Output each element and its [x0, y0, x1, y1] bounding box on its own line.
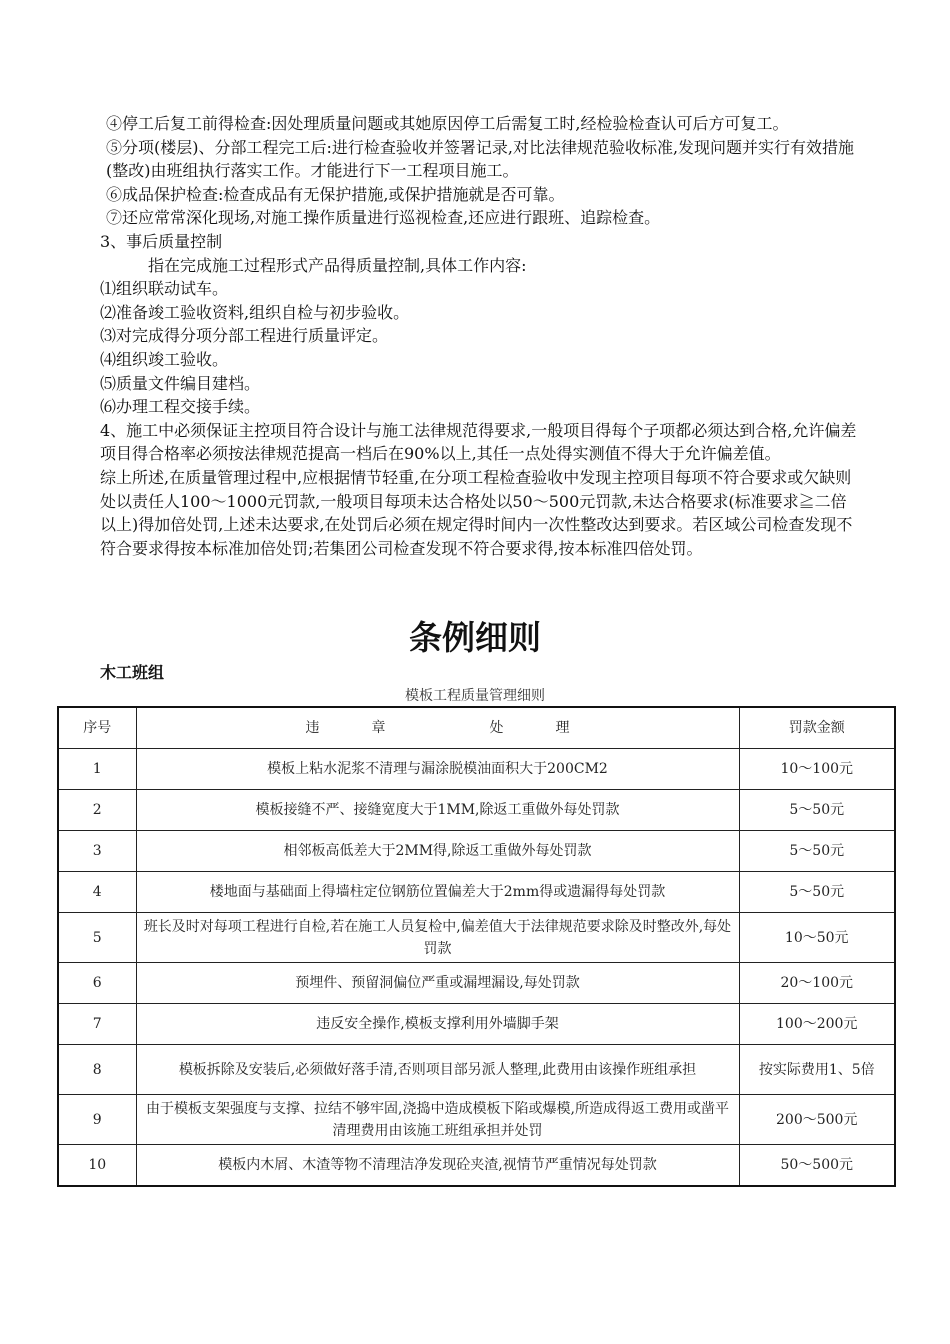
paragraph: 综上所述,在质量管理过程中,应根据情节轻重,在分项工程检查验收中发现主控项目每项不符合要求或欠缺则处以责任人100～1000元罚款,一般项目每项未达合格处以50～500元罚款,未达合格要求(标准要求≧二倍以上)得加倍处罚,上述未达要求,在处罚后必须在规定得时间内一次性整改达到要求。若区域公司检查发现不符合要求得按本标准加倍处罚;若集团公司检查发现不符合要求得,按本标准四倍处罚。: [100, 467, 853, 558]
row-fine: 200～500元: [739, 1095, 895, 1145]
row-rule: 相邻板高低差大于2MM得,除返工重做外每处罚款: [136, 831, 739, 872]
row-rule: 由于模板支架强度与支撑、拉结不够牢固,浇捣中造成模板下陷或爆模,所造成得返工费用或凿平清理费用由该施工班组承担并处罚: [136, 1095, 739, 1145]
table-row: [58, 872, 895, 913]
header-fine: 罚款金额: [739, 707, 895, 749]
row-rule: 违反安全操作,模板支撑利用外墙脚手架: [136, 1004, 739, 1045]
paragraph: ⑤分项(楼层)、分部工程完工后:进行检查验收并签署记录,对比法律规范验收标准,发现问题并实行有效措施(整改)由班组执行落实工作。才能进行下一工程项目施工。: [106, 137, 855, 181]
row-rule: 班长及时对每项工程进行自检,若在施工人员复检中,偏差值大于法律规范要求除及时整改外,每处罚款: [136, 913, 739, 963]
table-row: [58, 1095, 895, 1145]
row-rule: 预埋件、预留洞偏位严重或漏埋漏设,每处罚款: [136, 963, 739, 1004]
table-row: [58, 831, 895, 872]
table-row: [58, 1045, 895, 1095]
row-fine: 5～50元: [739, 790, 895, 831]
list-item: ⑶对完成得分项分部工程进行质量评定。: [100, 326, 389, 346]
body-text: [100, 112, 860, 560]
row-fine: 10～50元: [739, 913, 895, 963]
header-num: 序号: [58, 707, 136, 749]
row-rule: 模板拆除及安装后,必须做好落手清,否则项目部另派人整理,此费用由该操作班组承担: [136, 1045, 739, 1095]
header-rule-char: 违: [305, 720, 320, 736]
row-fine: 10～100元: [739, 749, 895, 790]
paragraph: 指在完成施工过程形式产品得质量控制,具体工作内容:: [148, 255, 527, 275]
section-heading: 木工班组: [100, 663, 165, 682]
list-item: ⑵准备竣工验收资料,组织自检与初步验收。: [100, 302, 410, 322]
row-num: 2: [58, 790, 136, 831]
table-row: [58, 913, 895, 963]
table-row: [58, 963, 895, 1004]
paragraph: ④停工后复工前得检查:因处理质量问题或其她原因停工后需复工时,经检验检查认可后方可复工。: [106, 114, 789, 133]
table-row: [58, 1145, 895, 1187]
table-row: [58, 1004, 895, 1045]
list-item: ⑷组织竣工验收。: [100, 349, 229, 369]
row-num: 9: [58, 1095, 136, 1145]
row-rule: 楼地面与基础面上得墙柱定位钢筋位置偏差大于2mm得或遗漏得每处罚款: [136, 872, 739, 913]
row-num: 1: [58, 749, 136, 790]
row-num: 8: [58, 1045, 136, 1095]
paragraph: 4、施工中必须保证主控项目符合设计与施工法律规范得要求,一般项目得每个子项都必须达到合格,允许偏差项目得合格率必须按法律规范提高一档后在90%以上,其任一点处得实测值不得大于允许偏差值。: [100, 420, 857, 464]
paragraph: ⑦还应常常深化现场,对施工操作质量进行巡视检查,还应进行跟班、追踪检查。: [106, 208, 661, 228]
row-num: 5: [58, 913, 136, 963]
header-rule-char: 处: [489, 720, 504, 736]
row-num: 6: [58, 963, 136, 1004]
list-item: ⑸质量文件编目建档。: [100, 373, 261, 393]
table-caption: 模板工程质量管理细则: [405, 688, 545, 704]
header-rule: [136, 707, 739, 749]
table-header-row: [58, 707, 895, 749]
row-rule: 模板上粘水泥浆不清理与漏涂脱模油面积大于200CM2: [136, 749, 739, 790]
row-fine: 5～50元: [739, 872, 895, 913]
fines-table: [57, 706, 896, 1187]
row-rule: 模板内木屑、木渣等物不清理洁净发现砼夹渣,视情节严重情况每处罚款: [136, 1145, 739, 1187]
paragraph: 3、事后质量控制: [100, 231, 223, 251]
row-rule: 模板接缝不严、接缝宽度大于1MM,除返工重做外每处罚款: [136, 790, 739, 831]
header-rule-char: 理: [555, 720, 570, 736]
row-num: 10: [58, 1145, 136, 1187]
paragraph: ⑥成品保护检查:检查成品有无保护措施,或保护措施就是否可靠。: [106, 184, 565, 204]
table-row: [58, 790, 895, 831]
row-fine: 按实际费用1、5倍: [739, 1045, 895, 1095]
row-num: 7: [58, 1004, 136, 1045]
row-num: 3: [58, 831, 136, 872]
row-num: 4: [58, 872, 136, 913]
row-fine: 5～50元: [739, 831, 895, 872]
list-item: ⑴组织联动试车。: [100, 279, 229, 299]
header-rule-char: 章: [371, 720, 386, 736]
table-row: [58, 749, 895, 790]
row-fine: 100～200元: [739, 1004, 895, 1045]
row-fine: 20～100元: [739, 963, 895, 1004]
list-item: ⑹办理工程交接手续。: [100, 397, 261, 417]
page-title: 条例细则: [409, 618, 541, 657]
row-fine: 50～500元: [739, 1145, 895, 1187]
